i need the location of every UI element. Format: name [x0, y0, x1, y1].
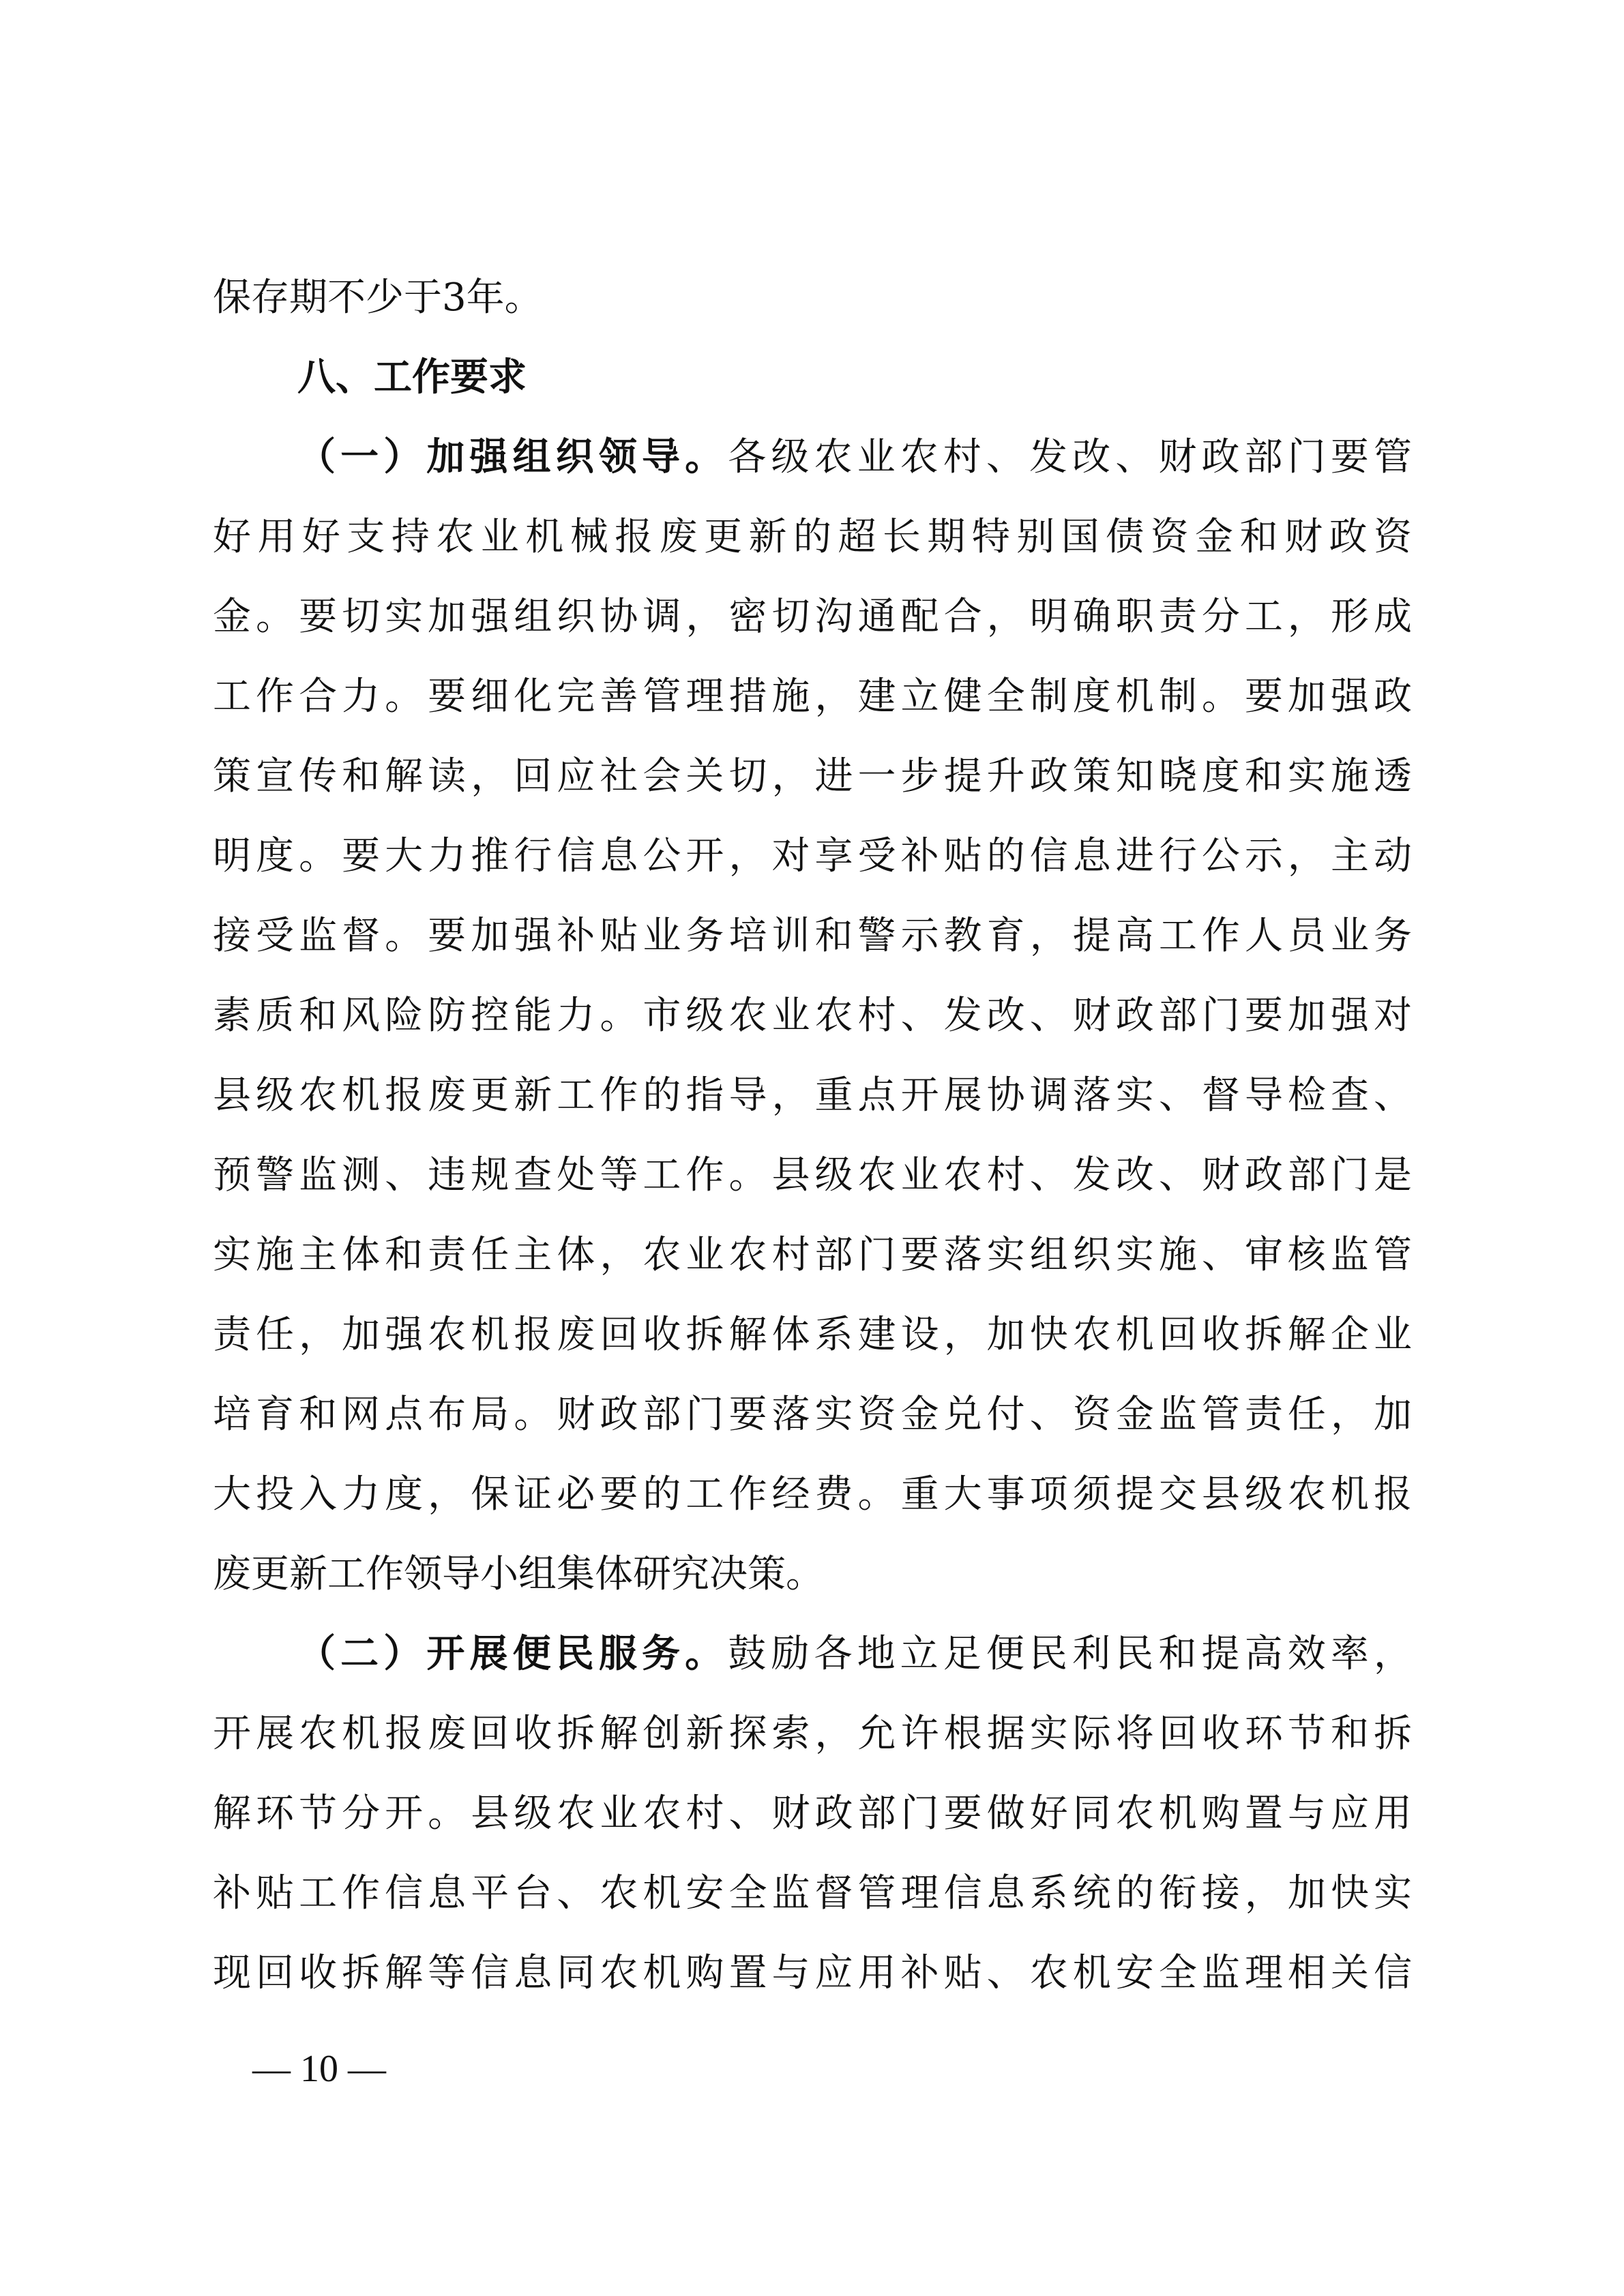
- paragraph-line: 废更新工作领导小组集体研究决策。: [213, 1552, 824, 1596]
- subsection-lead: （二）开展便民服务。: [297, 1632, 728, 1676]
- paragraph-line: 明度。要大力推行信息公开，对享受补贴的信息进行公示，主动: [213, 834, 1412, 878]
- document-body: [213, 258, 1412, 2013]
- paragraph-line: 素质和风险防控能力。市级农业农村、发改、财政部门要加强对: [213, 994, 1412, 1038]
- subsection-lead: （一）加强组织领导。: [297, 435, 728, 479]
- paragraph-line: 现回收拆解等信息同农机购置与应用补贴、农机安全监理相关信: [213, 1951, 1412, 1995]
- paragraph-line: [213, 1614, 1412, 1694]
- paragraph-line: 预警监测、违规查处等工作。县级农业农村、发改、财政部门是: [213, 1153, 1412, 1197]
- paragraph-line: 县级农机报废更新工作的指导，重点开展协调落实、督导检查、: [213, 1073, 1412, 1118]
- paragraph-line: 培育和网点布局。财政部门要落实资金兑付、资金监管责任，加: [213, 1392, 1412, 1437]
- paragraph-line: 保存期不少于3年。: [213, 275, 543, 320]
- paragraph-line: 好用好支持农业机械报废更新的超长期特别国债资金和财政资: [213, 515, 1412, 559]
- page-number: — 10 —: [252, 2048, 386, 2090]
- paragraph-line: 接受监督。要加强补贴业务培训和警示教育，提高工作人员业务: [213, 914, 1412, 958]
- paragraph-text: 鼓励各地立足便民利民和提高效率，: [728, 1632, 1412, 1676]
- section-heading: 八、工作要求: [297, 355, 527, 400]
- paragraph-line: 工作合力。要细化完善管理措施，建立健全制度机制。要加强政: [213, 674, 1412, 719]
- paragraph-line: 金。要切实加强组织协调，密切沟通配合，明确职责分工，形成: [213, 595, 1412, 639]
- paragraph-line: 补贴工作信息平台、农机安全监督管理信息系统的衔接，加快实: [213, 1871, 1412, 1915]
- paragraph-line: 责任，加强农机报废回收拆解体系建设，加快农机回收拆解企业: [213, 1313, 1412, 1357]
- paragraph-line: 策宣传和解读，回应社会关切，进一步提升政策知晓度和实施透: [213, 754, 1412, 799]
- paragraph-text: 各级农业农村、发改、财政部门要管: [728, 435, 1412, 479]
- paragraph-line: 实施主体和责任主体，农业农村部门要落实组织实施、审核监管: [213, 1233, 1412, 1277]
- paragraph-line: [213, 417, 1412, 497]
- paragraph-line: 大投入力度，保证必要的工作经费。重大事项须提交县级农机报: [213, 1472, 1412, 1517]
- paragraph-line: 开展农机报废回收拆解创新探索，允许根据实际将回收环节和拆: [213, 1712, 1412, 1756]
- paragraph-line: 解环节分开。县级农业农村、财政部门要做好同农机购置与应用: [213, 1791, 1412, 1836]
